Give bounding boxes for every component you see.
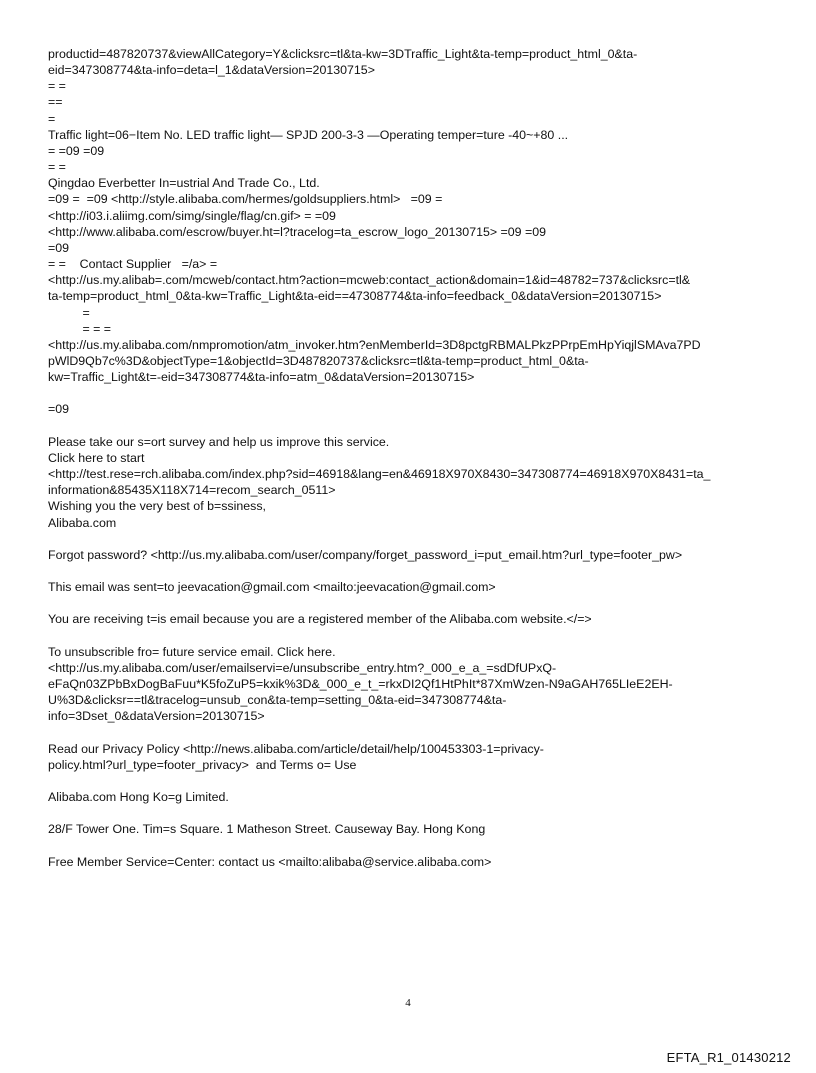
blank-line <box>48 418 783 434</box>
text-line: = = = <box>48 321 112 336</box>
text-line: =09 <box>48 402 70 417</box>
text-line: U%3D&clicksr==tl&tracelog=unsub_con&ta-temp=setting_0&ta-eid=347308774&ta- <box>48 693 507 708</box>
text-line: <http://us.my.alibab=.com/mcweb/contact.htm?action=mcweb:contact_action&domain=1&id=48782=737&clicksrc=tl& <box>48 273 691 288</box>
text-line: Alibaba.com <box>48 515 117 530</box>
text-line: 28/F Tower One. Tim=s Square. 1 Matheson Street. Causeway Bay. Hong Kong <box>48 822 486 837</box>
text-line: Wishing you the very best of b=ssiness, <box>48 499 266 514</box>
text-line: = <box>48 305 90 320</box>
blank-line <box>48 724 783 740</box>
text-line: Please take our s=ort survey and help us improve this service. <box>48 434 390 449</box>
text-line: kw=Traffic_Light&t=-eid=347308774&ta-info=atm_0&dataVersion=20130715> <box>48 370 475 385</box>
text-line: Read our Privacy Policy <http://news.alibaba.com/article/detail/help/100453303-1=privacy- <box>48 741 544 756</box>
text-line: <http://www.alibaba.com/escrow/buyer.ht=l?tracelog=ta_escrow_logo_20130715> =09 =09 <box>48 224 547 239</box>
text-line: = = <box>48 160 66 175</box>
bates-number: EFTA_R1_01430212 <box>666 1050 791 1065</box>
blank-line <box>48 595 783 611</box>
text-line: To unsubscrible fro= future service email. Click here. <box>48 644 336 659</box>
text-line: Alibaba.com Hong Ko=g Limited. <box>48 790 229 805</box>
text-line: <http://i03.i.aliimg.com/simg/single/flag/cn.gif> = =09 <box>48 208 336 223</box>
text-line: eFaQn03ZPbBxDogBaFuu*K5foZuP5=kxik%3D&_000_e_t_=rkxDI2Qf1HtPhIt*87XmWzen-N9aGAH765LIeE2EH- <box>48 677 673 691</box>
text-line: information&85435X118X714=recom_search_0511> <box>48 483 336 498</box>
blank-line <box>48 531 783 547</box>
text-line: = =09 =09 <box>48 143 105 158</box>
text-line: == <box>48 95 63 110</box>
text-line: =09 <box>48 240 70 255</box>
text-line: <http://us.my.alibaba.com/user/emailservi=e/unsubscribe_entry.htm?_000_e_a_=sdDfUPxQ- <box>48 660 557 675</box>
blank-line <box>48 628 783 644</box>
text-line: = = Contact Supplier =/a> = <box>48 257 218 272</box>
text-line: Qingdao Everbetter In=ustrial And Trade Co., Ltd. <box>48 176 320 191</box>
email-body-text <box>48 46 783 870</box>
text-line: pWlD9Qb7c%3D&objectType=1&objectId=3D487820737&clicksrc=tl&ta-temp=product_html_0&ta- <box>48 353 589 368</box>
text-line: eid=347308774&ta-info=deta=l_1&dataVersion=20130715> <box>48 63 375 78</box>
text-line: info=3Dset_0&dataVersion=20130715> <box>48 709 265 724</box>
text-line: = <box>48 111 56 126</box>
text-line: <http://test.rese=rch.alibaba.com/index.php?sid=46918&lang=en&46918X970X8430=347308774=46918X970X8431=ta_ <box>48 467 711 482</box>
text-line: Forgot password? <http://us.my.alibaba.com/user/company/forget_password_i=put_email.htm?url_type=footer_pw> <box>48 547 683 562</box>
text-line: productid=487820737&viewAllCategory=Y&clicksrc=tl&ta-kw=3DTraffic_Light&ta-temp=product_html_0&ta- <box>48 47 638 61</box>
text-line: ta-temp=product_html_0&ta-kw=Traffic_Light&ta-eid==47308774&ta-info=feedback_0&dataVersion=20130715> <box>48 289 662 304</box>
text-line: policy.html?url_type=footer_privacy> and Terms o= Use <box>48 757 357 772</box>
text-line: <http://us.my.alibaba.com/nmpromotion/atm_invoker.htm?enMemberId=3D8pctgRBMALPkzPPrpEmHpYiqjlSMAva7PD <box>48 337 701 352</box>
page-number: 4 <box>405 997 411 1009</box>
blank-line <box>48 773 783 789</box>
text-line: This email was sent=to jeevacation@gmail.com <mailto:jeevacation@gmail.com> <box>48 580 496 595</box>
text-line: Click here to start <box>48 450 145 465</box>
text-line: You are receiving t=is email because you are a registered member of the Alibaba.com website.</=> <box>48 612 592 627</box>
text-line: = = <box>48 79 66 94</box>
blank-line <box>48 563 783 579</box>
text-line: =09 = =09 <http://style.alibaba.com/hermes/goldsuppliers.html> =09 = <box>48 192 443 207</box>
text-line: Free Member Service=Center: contact us <mailto:alibaba@service.alibaba.com> <box>48 854 492 869</box>
text-line: Traffic light=06−Item No. LED traffic light— SPJD 200-3-3 —Operating temper=ture -40~+80 ... <box>48 127 569 142</box>
blank-line <box>48 805 783 821</box>
blank-line <box>48 385 783 401</box>
blank-line <box>48 838 783 854</box>
